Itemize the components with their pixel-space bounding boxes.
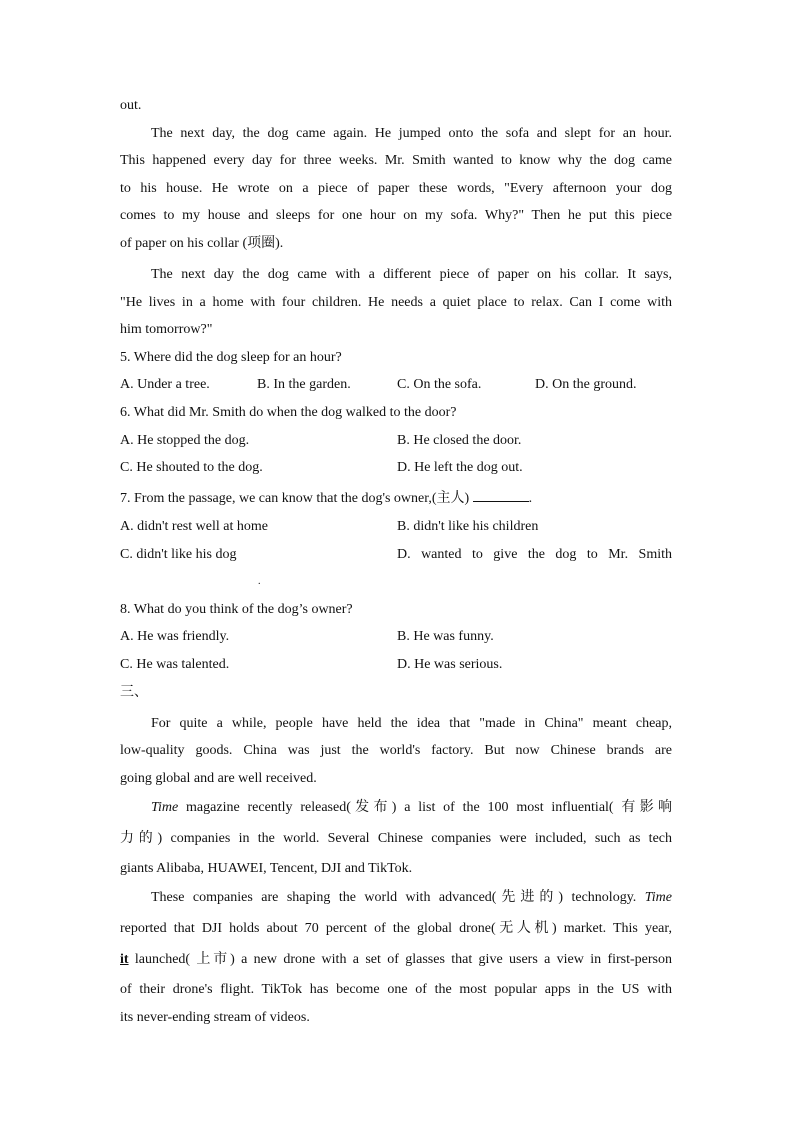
passage-end-text: out. (120, 98, 142, 113)
magazine-title: Time (644, 890, 672, 905)
paragraph-line: giants Alibaba, HUAWEI, Tencent, DJI and TikTok. (120, 861, 413, 876)
question-8: 8. What do you think of the dog’s owner? (120, 602, 353, 617)
question-7-end: . (528, 491, 533, 506)
option-d: D. He left the dog out. (397, 460, 523, 475)
question-7-text: 7. From the passage, we can know that the dog's owner,(主人) (120, 491, 470, 506)
option-a: A. He was friendly. (120, 629, 230, 644)
option-b: B. In the garden. (257, 377, 351, 392)
option-b: B. He closed the door. (397, 433, 522, 448)
answer-blank (473, 488, 529, 502)
option-d: D. On the ground. (535, 377, 637, 392)
question-5: 5. Where did the dog sleep for an hour? (120, 350, 342, 365)
paragraph-line: going global and are well received. (120, 771, 317, 786)
underlined-word: it (120, 952, 129, 967)
paragraph-line: The next day, the dog came again. He jumped onto the sofa and slept for an hour. (151, 126, 672, 141)
option-c: C. On the sofa. (397, 377, 482, 392)
paragraph-line: 力的) companies in the world. Several Chinese companies were included, such as tech (120, 831, 672, 846)
paragraph-text: These companies are shaping the world with advanced(先进的) technology. (151, 890, 645, 905)
paragraph-text: magazine recently released(发布) a list of the 100 most influential( 有影响 (178, 800, 672, 815)
question-6: 6. What did Mr. Smith do when the dog walked to the door? (120, 405, 457, 420)
paragraph-text: launched( 上市) a new drone with a set of glasses that give users a view in first-person (128, 952, 672, 967)
option-d: D. wanted to give the dog to Mr. Smith (397, 547, 672, 562)
option-a: A. didn't rest well at home (120, 519, 268, 534)
paragraph-line: its never-ending stream of videos. (120, 1010, 310, 1025)
paragraph-line: of their drone's flight. TikTok has become one of the most popular apps in the US with (120, 982, 672, 997)
paragraph-line: For quite a while, people have held the idea that "made in China" meant cheap, (151, 716, 672, 731)
option-d: D. He was serious. (397, 657, 503, 672)
option-c: C. didn't like his dog (120, 547, 237, 562)
paragraph-line: to his house. He wrote on a piece of paper these words, "Every afternoon your dog (120, 181, 672, 196)
paragraph-line: "He lives in a home with four children. He needs a quiet place to relax. Can I come with (120, 295, 672, 310)
paragraph-line: him tomorrow?" (120, 322, 213, 337)
stray-mark: . (258, 576, 261, 587)
option-a: A. Under a tree. (120, 377, 210, 392)
paragraph-line: reported that DJI holds about 70 percent of the global drone(无人机) market. This year, (120, 921, 672, 936)
option-b: B. He was funny. (397, 629, 494, 644)
paragraph-line: of paper on his collar (项圈). (120, 236, 284, 251)
option-a: A. He stopped the dog. (120, 433, 250, 448)
section-heading: 三、 (120, 685, 148, 700)
paragraph-line: low-quality goods. China was just the world's factory. But now Chinese brands are (120, 743, 672, 758)
option-c: C. He shouted to the dog. (120, 460, 263, 475)
paragraph-line: The next day the dog came with a different piece of paper on his collar. It says, (151, 267, 672, 282)
option-c: C. He was talented. (120, 657, 230, 672)
paragraph-line: comes to my house and sleeps for one hour on my sofa. Why?" Then he put this piece (120, 208, 672, 223)
paragraph-line (151, 889, 672, 907)
paragraph-line (120, 951, 672, 969)
paragraph-line: This happened every day for three weeks. Mr. Smith wanted to know why the dog came (120, 153, 672, 168)
option-b: B. didn't like his children (397, 519, 539, 534)
paragraph-line (151, 799, 672, 817)
magazine-title: Time (151, 800, 179, 815)
question-7 (120, 488, 672, 508)
